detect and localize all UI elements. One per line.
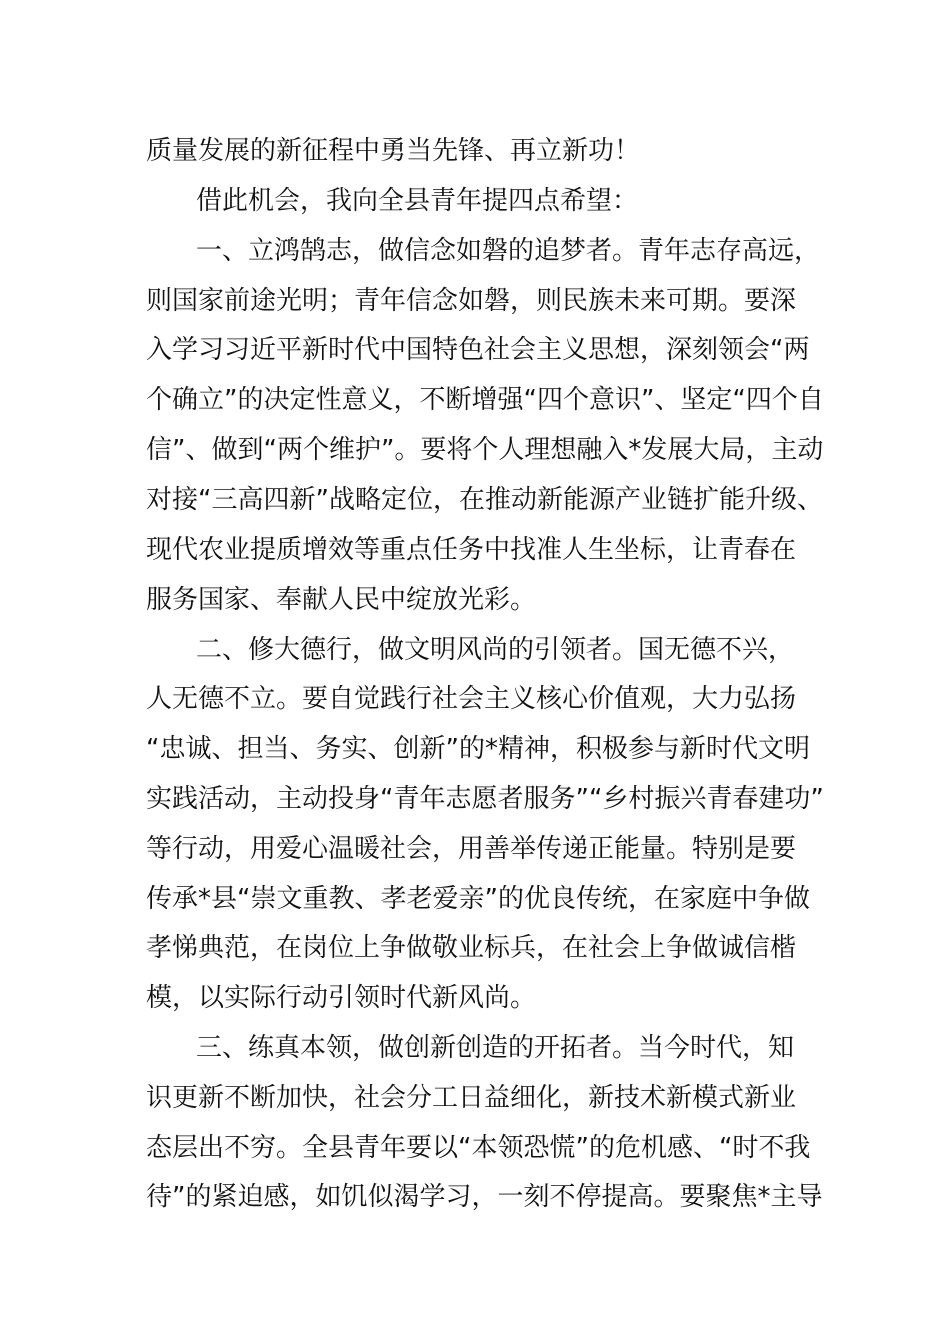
text-line-18: 模，以实际行动引领时代新风尚。 — [146, 983, 537, 1013]
text-line-15: 等行动，用爱心温暖社会，用善举传递正能量。特别是要 — [146, 834, 797, 864]
text-line-6: 个确立”的决定性意义，不断增强“四个意识”、坚定“四个自 — [146, 385, 824, 415]
text-line-22: 待”的紧迫感，如饥似渴学习，一刻不停提高。要聚焦*主导 — [146, 1182, 823, 1212]
text-line-11: 二、修大德行，做文明风尚的引领者。国无德不兴， — [196, 635, 795, 665]
text-line-17: 孝悌典范，在岗位上争做敬业标兵，在社会上争做诚信楷 — [146, 933, 797, 963]
text-line-14: 实践活动，主动投身“青年志愿者服务”“乡村振兴青春建功” — [146, 784, 824, 814]
text-line-2: 借此机会，我向全县青年提四点希望： — [196, 186, 639, 216]
text-line-12: 人无德不立。要自觉践行社会主义核心价值观，大力弘扬 — [146, 684, 797, 714]
text-line-5: 入学习习近平新时代中国特色社会主义思想，深刻领会“两 — [146, 335, 810, 365]
text-line-13: “忠诚、担当、务实、创新”的*精神，积极参与新时代文明 — [146, 734, 810, 764]
text-line-8: 对接“三高四新”战略定位，在推动新能源产业链扩能升级、 — [146, 485, 823, 515]
text-line-21: 态层出不穷。全县青年要以“本领恐慌”的危机感、“时不我 — [146, 1133, 811, 1163]
text-line-20: 识更新不断加快，社会分工日益细化，新技术新模式新业 — [146, 1083, 797, 1113]
text-line-4: 则国家前途光明；青年信念如磐，则民族未来可期。要深 — [146, 286, 797, 316]
text-line-19: 三、练真本领，做创新创造的开拓者。当今时代，知 — [196, 1033, 795, 1063]
text-line-1: 质量发展的新征程中勇当先锋、再立新功！ — [146, 136, 641, 166]
text-line-3: 一、立鸿鹄志，做信念如磐的追梦者。青年志存高远， — [196, 236, 821, 266]
text-line-7: 信”、做到“两个维护”。要将个人理想融入*发展大局，主动 — [146, 435, 824, 465]
text-line-9: 现代农业提质增效等重点任务中找准人生坐标，让青春在 — [146, 535, 797, 565]
text-line-16: 传承*县“崇文重教、孝老爱亲”的优良传统，在家庭中争做 — [146, 884, 810, 914]
text-line-10: 服务国家、奉献人民中绽放光彩。 — [146, 585, 537, 615]
